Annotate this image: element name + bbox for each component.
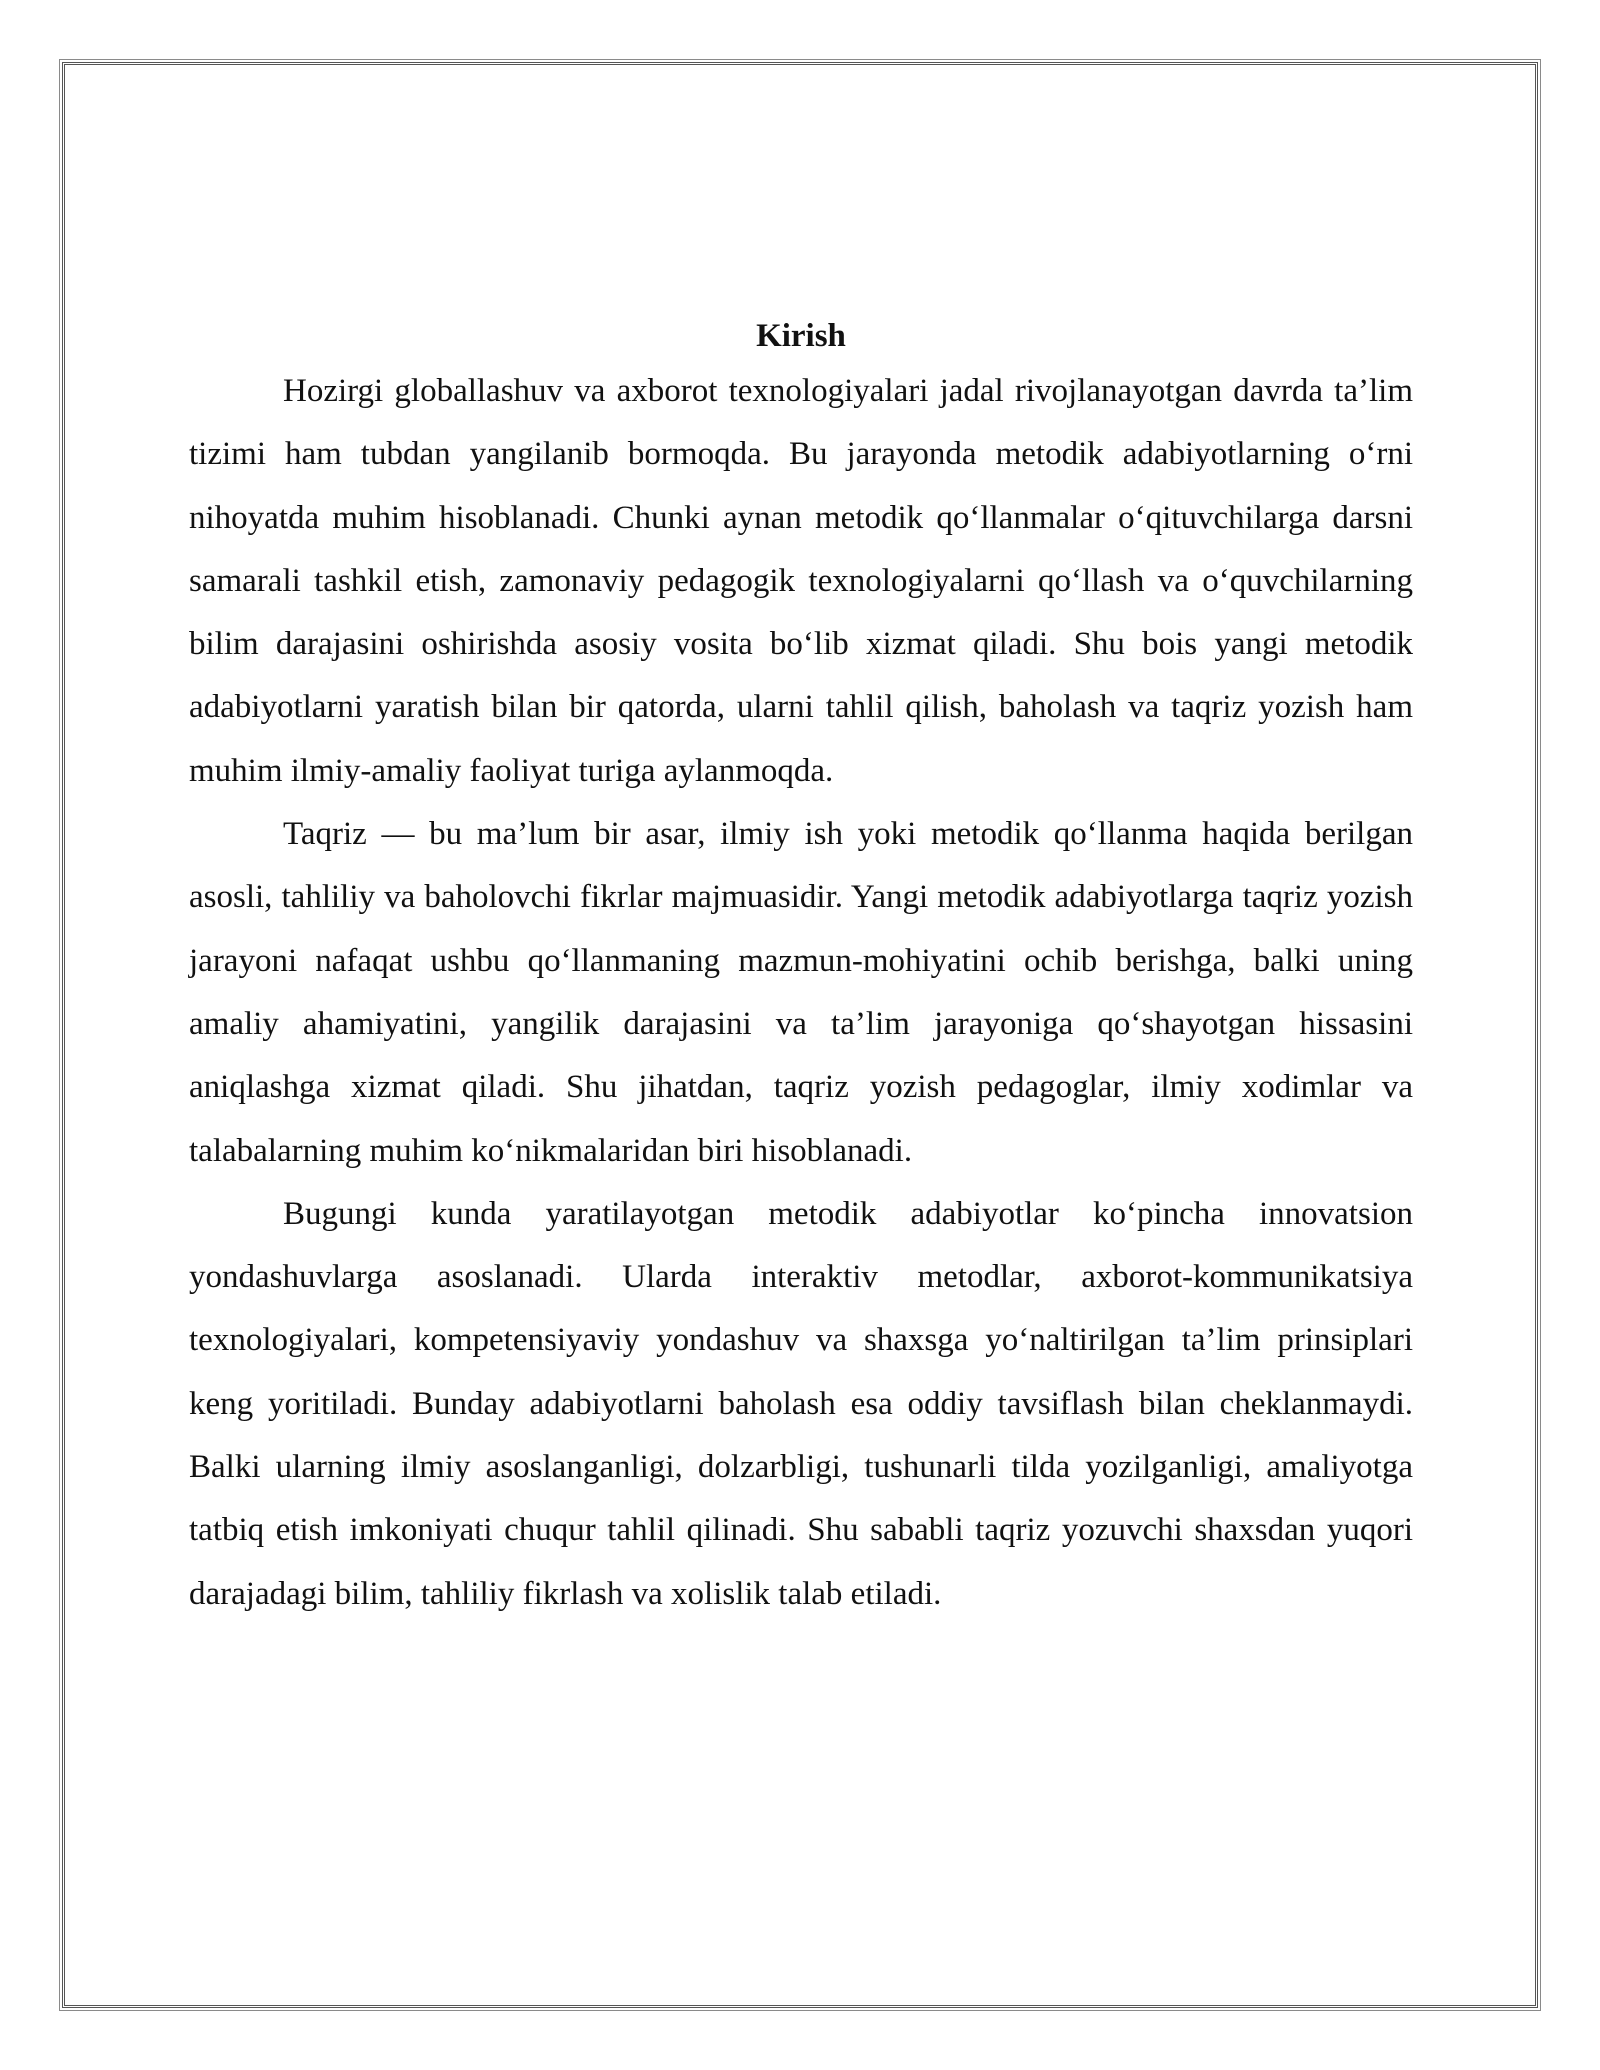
document-body — [189, 312, 1413, 1626]
document-title: Kirish — [756, 318, 846, 354]
paragraph-2: Taqriz — bu ma’lum bir asar, ilmiy ish yoki metodik qo‘llanma haqida berilgan asosli, tahliliy va baholovchi fikrlar majmuasidir. Yangi metodik adabiyotlarga taqriz yozish jarayoni nafaqat ushbu qo‘llanmaning mazmun-mohiyatini ochib berishga, balki uning amaliy ahamiyatini, yangilik darajasini va ta’lim jarayoniga qo‘shayotgan hissasini aniqlashga xizmat qiladi. Shu jihatdan, taqriz yozish pedagoglar, ilmiy xodimlar va talabalarning muhim ko‘nikmalaridan biri hisoblanadi. — [189, 816, 1413, 1169]
paragraph-1: Hozirgi globallashuv va axborot texnologiyalari jadal rivojlanayotgan davrda ta’lim tizimi ham tubdan yangilanib bormoqda. Bu jarayonda metodik adabiyotlarning o‘rni nihoyatda muhim hisoblanadi. Chunki aynan metodik qo‘llanmalar o‘qituvchilarga darsni samarali tashkil etish, zamonaviy pedagogik texnologiyalarni qo‘llash va o‘quvchilarning bilim darajasini oshirishda asosiy vosita bo‘lib xizmat qiladi. Shu bois yangi metodik adabiyotlarni yaratish bilan bir qatorda, ularni tahlil qilish, baholash va taqriz yozish ham muhim ilmiy-amaliy faoliyat turiga aylanmoqda. — [189, 373, 1413, 789]
paragraph-3: Bugungi kunda yaratilayotgan metodik adabiyotlar ko‘pincha innovatsion yondashuvlarga asoslanadi. Ularda interaktiv metodlar, axborot-kommunikatsiya texnologiyalari, kompetensiyaviy yondashuv va shaxsga yo‘naltirilgan ta’lim prinsiplari keng yoritiladi. Bunday adabiyotlarni baholash esa oddiy tavsiflash bilan cheklanmaydi. Balki ularning ilmiy asoslanganligi, dolzarbligi, tushunarli tilda yozilganligi, amaliyotga tatbiq etish imkoniyati chuqur tahlil qilinadi. Shu sababli taqriz yozuvchi shaxsdan yuqori darajadagi bilim, tahliliy fikrlash va xolislik talab etiladi. — [189, 1195, 1413, 1612]
